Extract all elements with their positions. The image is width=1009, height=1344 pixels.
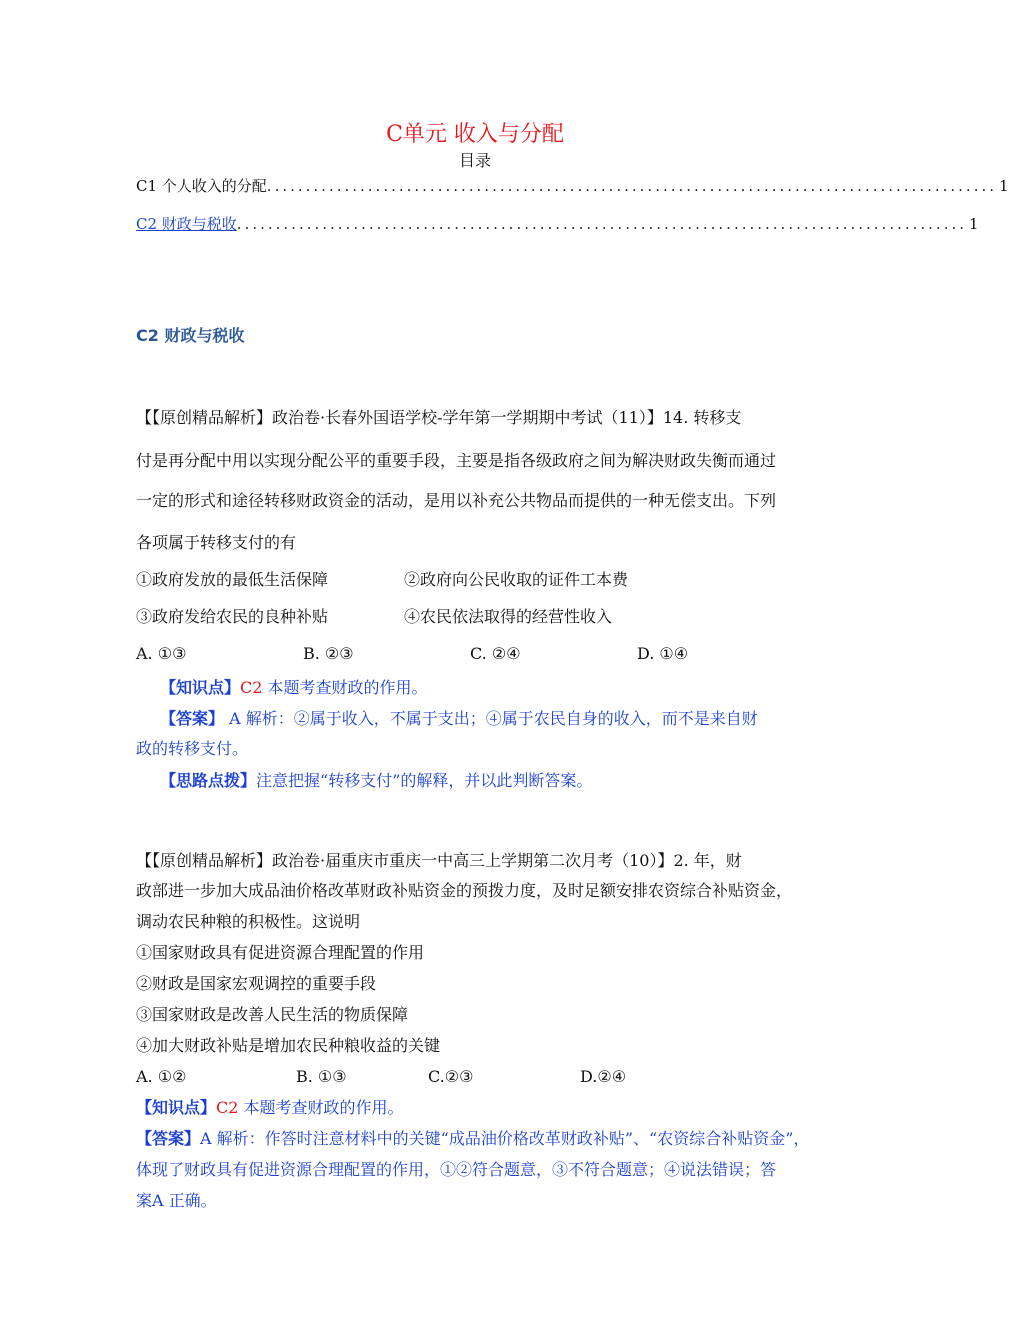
answer-tag: 【答案】 <box>160 709 225 728</box>
toc-page-number: 1 <box>999 177 1009 195</box>
toc-entry-label: C1 个人收入的分配 <box>136 177 267 195</box>
question-2-choice-a: A. ①② <box>136 1067 187 1086</box>
toc-heading: 目录 <box>458 151 491 170</box>
question-1-hint <box>160 769 592 793</box>
question-1-item: ①政府发放的最低生活保障 <box>136 570 329 589</box>
answer-text: A 解析：②属于收入，不属于支出；④属于农民自身的收入，而不是来自财 <box>224 709 758 728</box>
section-heading: C2 财政与税收 <box>136 326 245 345</box>
question-1-item: ④农民依法取得的经营性收入 <box>404 607 613 626</box>
question-2-answer <box>136 1127 809 1151</box>
toc-page-number: 1 <box>969 215 979 233</box>
toc-leader: .............................................................................................. <box>266 177 997 195</box>
question-1-choice-b: B. ②③ <box>303 644 354 663</box>
question-2-line: 调动农民种粮的积极性。这说明 <box>136 912 361 931</box>
answer-tag: 【答案】 <box>136 1129 201 1148</box>
question-2-choice-d: D.②④ <box>580 1067 627 1086</box>
knowledge-text: 本题考查财政的作用。 <box>262 678 428 697</box>
question-1-line: 各项属于转移支付的有 <box>136 533 297 552</box>
knowledge-code: C2 <box>240 678 263 697</box>
question-1-item: ③政府发给农民的良种补贴 <box>136 607 329 626</box>
question-1-choice-d: D. ①④ <box>637 644 689 663</box>
hint-tag: 【思路点拨】 <box>160 771 257 790</box>
toc-leader: .............................................................................................. <box>236 215 967 233</box>
toc-entry-link[interactable]: C2 财政与税收 <box>136 215 237 233</box>
question-1-line: 【【原创精品解析】政治卷·长春外国语学校-学年第一学期期中考试（11）】14. 转移支 <box>136 408 742 427</box>
question-1-choice-c: C. ②④ <box>470 644 521 663</box>
knowledge-tag: 【知识点】 <box>160 678 241 697</box>
question-2-item: ①国家财政具有促进资源合理配置的作用 <box>136 943 425 962</box>
question-2-item: ④加大财政补贴是增加农民种粮收益的关键 <box>136 1036 441 1055</box>
question-2-item: ③国家财政是改善人民生活的物质保障 <box>136 1005 409 1024</box>
answer-text: A 解析：作答时注意材料中的关键“成品油价格改革财政补贴”、“农资综合补贴资金”， <box>200 1129 810 1148</box>
knowledge-text: 本题考查财政的作用。 <box>238 1098 404 1117</box>
question-1-answer-cont: 政的转移支付。 <box>136 739 249 758</box>
question-1-knowledge <box>160 676 428 700</box>
knowledge-code: C2 <box>216 1098 239 1117</box>
question-1-answer <box>160 707 758 731</box>
question-2-line: 【【原创精品解析】政治卷·届重庆市重庆一中高三上学期第二次月考（10）】2. 年，财 <box>136 851 742 870</box>
question-2-answer-cont: 体现了财政具有促进资源合理配置的作用，①②符合题意，③不符合题意；④说法错误；答 <box>136 1160 777 1179</box>
question-1-line: 付是再分配中用以实现分配公平的重要手段，主要是指各级政府之间为解决财政失衡而通过 <box>136 451 777 470</box>
question-1-choice-a: A. ①③ <box>136 644 187 663</box>
toc-entry-c2[interactable] <box>136 212 979 236</box>
hint-text: 注意把握“转移支付”的解释，并以此判断答案。 <box>256 771 593 790</box>
question-2-choice-b: B. ①③ <box>296 1067 347 1086</box>
page-title: C单元 收入与分配 <box>386 122 564 147</box>
question-2-item: ②财政是国家宏观调控的重要手段 <box>136 974 377 993</box>
question-2-answer-cont: 案A 正确。 <box>136 1191 217 1210</box>
question-2-choice-c: C.②③ <box>428 1067 474 1086</box>
knowledge-tag: 【知识点】 <box>136 1098 217 1117</box>
question-1-item: ②政府向公民收取的证件工本费 <box>404 570 629 589</box>
question-1-line: 一定的形式和途径转移财政资金的活动，是用以补充公共物品而提供的一种无偿支出。下列 <box>136 491 777 510</box>
question-2-line: 政部进一步加大成品油价格改革财政补贴资金的预拨力度，及时足额安排农资综合补贴资金， <box>136 881 793 900</box>
question-2-knowledge <box>136 1096 404 1120</box>
toc-entry-c1[interactable] <box>136 174 1009 198</box>
